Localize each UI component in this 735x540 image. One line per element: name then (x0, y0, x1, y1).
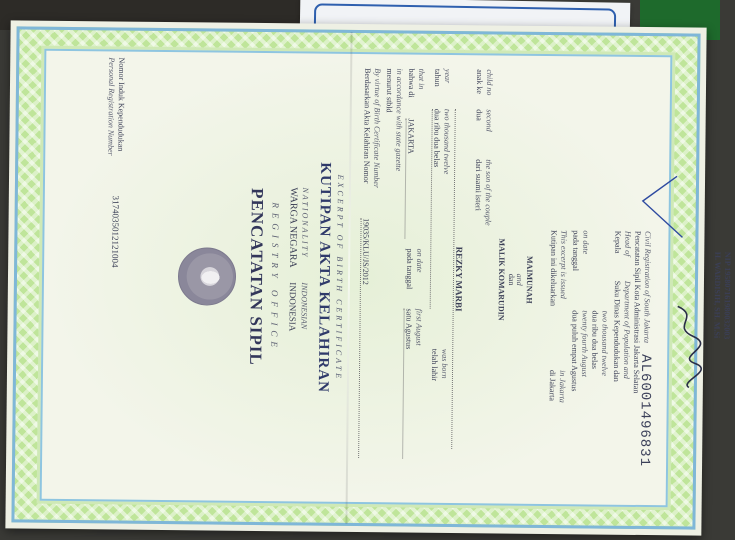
date-label: pada tanggal (404, 248, 415, 290)
issued-date: dua puluh empat Agustus (569, 310, 580, 392)
signer-name: H. WARDISIH, SH. M.Si (712, 251, 723, 339)
year-label-en: year (443, 68, 453, 84)
child-of-value: dua (474, 109, 484, 121)
born-in-value: JAKARTA (404, 119, 415, 239)
issued-date-label: pada tanggal (571, 230, 581, 272)
citizenship-value: INDONESIA (287, 282, 298, 332)
born-label: telah lahir (429, 348, 440, 382)
basis-label: Berdasarkan Akta Kelahiran Nomor (361, 68, 373, 184)
born-in-label-en: that in (416, 68, 427, 90)
office-line1: Suku Dinas Kependudukan dan (611, 280, 622, 382)
serial-number: AL6001496831 (636, 354, 654, 468)
year-value-en: two thousand twelve (442, 108, 452, 175)
child-of-value-en: second (484, 109, 494, 132)
parents-label-en: the son of the couple (483, 159, 494, 226)
place-label: menurut stbld (384, 68, 395, 113)
citizenship-label-en: NATIONALITY (300, 187, 310, 259)
born-label-en: was born (439, 348, 450, 379)
basis-value: 19035/KLU/JS/2012 (358, 218, 371, 458)
date-label-en: on date (415, 248, 425, 273)
certificate-heading-en: EXCERPT OF BIRTH CERTIFICATE (333, 174, 346, 382)
pen-tick-icon (636, 171, 687, 242)
issued-place-en: in Jakarta (557, 370, 568, 403)
child-of-label-en: child no (484, 69, 495, 96)
born-in-label: bahwa di (406, 68, 417, 98)
issued-label: Kutipan ini dikeluarkan (548, 230, 559, 307)
date-value: satu Agustus (402, 309, 414, 459)
birth-certificate-sheet (5, 20, 733, 535)
date-value-en: first August (414, 308, 424, 346)
certificate-heading: KUTIPAN AKTA KELAHIRAN (314, 162, 334, 394)
mother-name: MAIMUNAH (524, 255, 535, 304)
personal-reg-label: Nomor Induk Kependudukan (116, 57, 127, 152)
office-title-en: REGISTRY OFFICE (269, 202, 281, 352)
office-line2-en: Civil Registration of South Jakarta (642, 231, 653, 344)
year-value: dua ribu dua belas (430, 109, 442, 309)
child-name: REZKY MARBI (451, 109, 466, 449)
office-title: PENCATATAN SIPIL (246, 188, 267, 366)
issued-place: di Jakarta (547, 370, 558, 401)
issued-date-label-en: on date (581, 230, 591, 255)
parents-label: dari suami isteri (473, 159, 484, 211)
and-label-en: and (514, 273, 525, 286)
child-of-label: anak ke (474, 69, 485, 94)
certificate-content (34, 45, 733, 512)
basis-label-en: By virtue of Birth Certificate Number (371, 68, 383, 189)
personal-reg-label-en: Personal Registration Number (106, 57, 117, 156)
issued-label-en: This excerpt is issued (558, 230, 569, 299)
father-name: MALIK KOMARUDIN (496, 238, 507, 321)
and-label: dan (506, 273, 517, 286)
signature-icon (665, 301, 706, 391)
office-line2: Pencatatan Sipil Kota Administrasi Jakarta Selatan (631, 230, 643, 394)
office-line1-en: Department of Population and (621, 280, 632, 379)
issued-date-en: twenty fourth August (579, 310, 590, 377)
head-label-en: Head of (623, 230, 633, 257)
issued-year: dua ribu dua belas (590, 310, 600, 369)
personal-reg-value: 3174035012121004 (110, 195, 121, 268)
signer-nip: NIP 195807161980032003 (722, 251, 733, 340)
citizenship-value-en: INDONESIAN (299, 282, 309, 330)
head-label: Kepala (613, 230, 623, 254)
issued-year-en: two thousand twelve (599, 310, 610, 376)
citizenship-label: WARGA NEGARA (287, 187, 299, 268)
place-label-en: in accordance with state gazette (394, 68, 405, 172)
year-label: tahun (433, 68, 443, 87)
garuda-seal-icon (178, 247, 237, 306)
